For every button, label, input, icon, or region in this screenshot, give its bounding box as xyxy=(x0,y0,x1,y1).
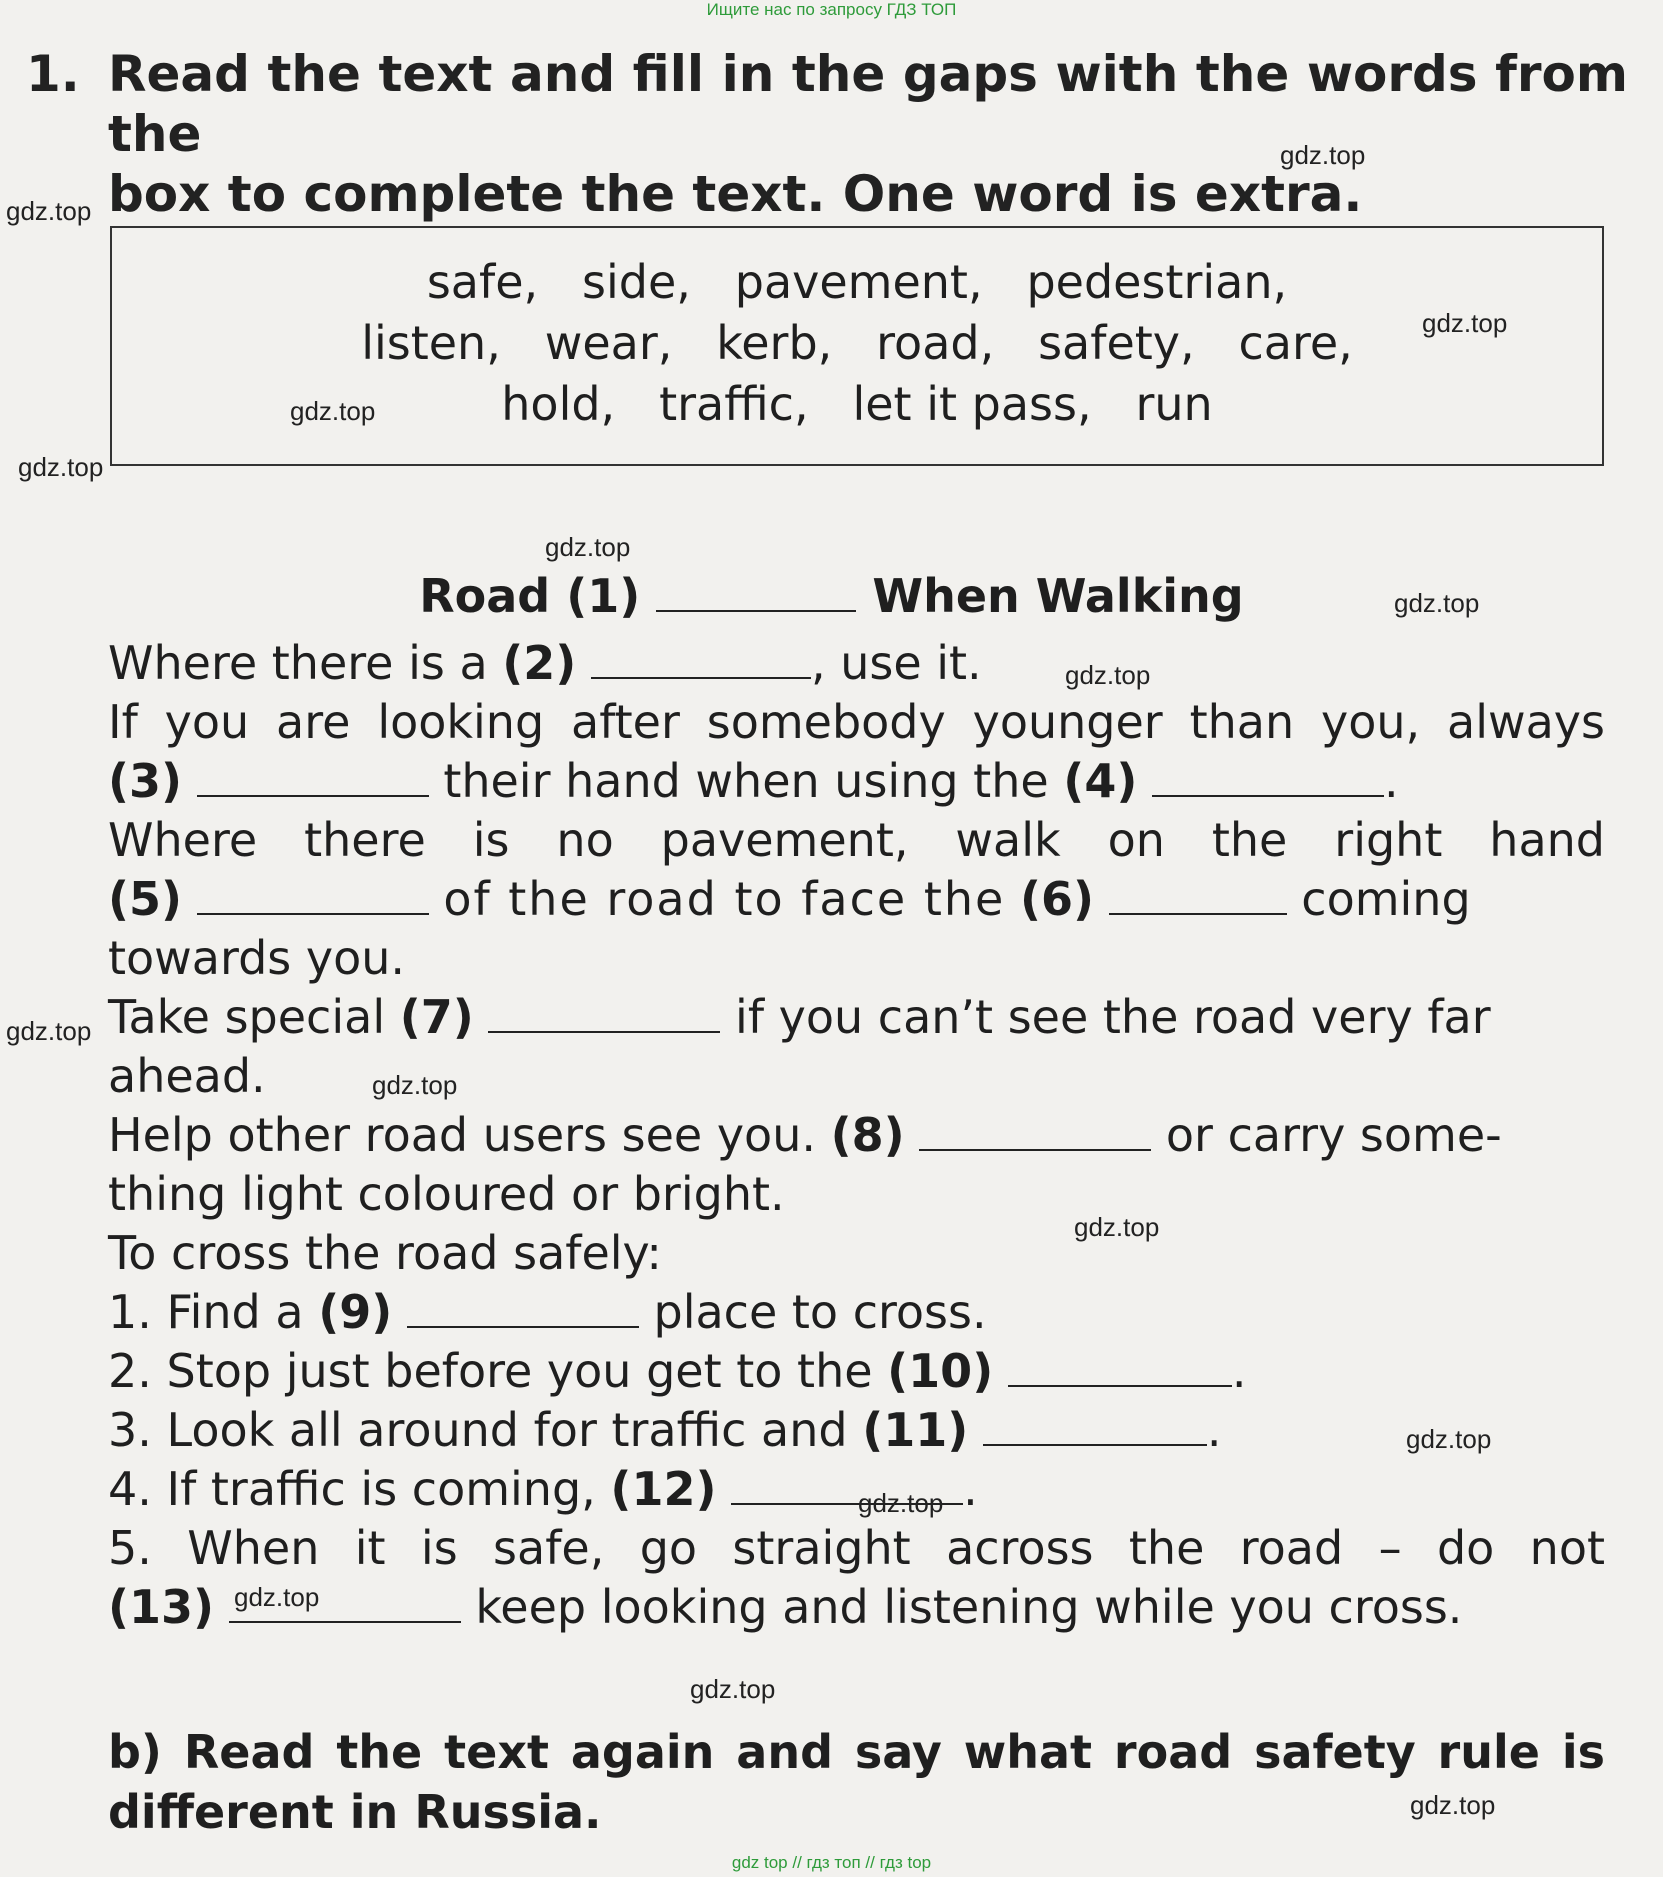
line-text: their hand when using the xyxy=(443,754,1049,808)
word-box-row-2 xyxy=(112,313,1602,374)
text-line-3 xyxy=(108,752,1605,811)
part-b-task xyxy=(108,1722,1605,1842)
step-2 xyxy=(108,1342,1605,1401)
footer-link[interactable]: gdz top xyxy=(731,1853,788,1872)
watermark: gdz.top xyxy=(1394,588,1480,618)
text-line-5 xyxy=(108,870,1605,929)
text-line-7 xyxy=(108,988,1605,1047)
footer-link[interactable]: гдз top xyxy=(879,1853,932,1872)
line-text: . xyxy=(1206,1403,1222,1457)
gap-number-13: (13) xyxy=(108,1580,215,1634)
gap-line-2 xyxy=(591,637,811,679)
text-line-10: thing light coloured or bright. xyxy=(108,1167,785,1221)
footer-link[interactable]: гдз топ xyxy=(806,1853,861,1872)
watermark: gdz.top xyxy=(6,196,92,226)
line-text: Where there is a xyxy=(108,636,488,690)
watermark: gdz.top xyxy=(6,1016,92,1046)
word-option: wear, xyxy=(544,316,673,370)
watermark: gdz.top xyxy=(18,452,104,482)
gap-number-2: (2) xyxy=(502,636,577,690)
line-text: 2. Stop just before you get to the xyxy=(108,1344,873,1398)
line-text: Take special xyxy=(108,990,386,1044)
top-banner-note[interactable]: Ищите нас по запросу ГДЗ ТОП xyxy=(706,0,957,19)
watermark: gdz.top xyxy=(1410,1790,1496,1820)
watermark: gdz.top xyxy=(690,1674,776,1704)
word-option: pavement, xyxy=(734,255,983,309)
line-text: . xyxy=(1231,1344,1247,1398)
title-start: Road xyxy=(419,569,551,623)
gap-line-7 xyxy=(488,991,720,1033)
gap-number-10: (10) xyxy=(887,1344,994,1398)
word-option: hold, xyxy=(501,377,616,431)
footer-links xyxy=(0,1853,1663,1873)
footer-separator: // xyxy=(865,1853,875,1872)
word-option: care, xyxy=(1238,316,1353,370)
line-text: Help other road users see you. xyxy=(108,1108,816,1162)
watermark: gdz.top xyxy=(858,1488,944,1518)
line-text: or carry some- xyxy=(1165,1108,1502,1162)
part-b-line-1: b) Read the text again and say what road safety rule is xyxy=(108,1725,1605,1779)
line-text: if you can’t see the road very far xyxy=(735,990,1491,1044)
word-option: side, xyxy=(582,255,691,309)
word-option: road, xyxy=(876,316,995,370)
line-text: 3. Look all around for traffic and xyxy=(108,1403,848,1457)
watermark: gdz.top xyxy=(545,532,631,562)
gap-number-9: (9) xyxy=(318,1285,393,1339)
gap-number-12: (12) xyxy=(610,1462,717,1516)
text-line-9 xyxy=(108,1106,1605,1165)
step-5: 5. When it is safe, go straight across the road – do not xyxy=(108,1521,1605,1575)
part-b-line-2: different in Russia. xyxy=(108,1785,602,1839)
gap-line-5 xyxy=(197,873,429,915)
text-line-11: To cross the road safely: xyxy=(108,1226,662,1280)
word-box-row-1 xyxy=(112,252,1602,313)
gap-line-4 xyxy=(1152,755,1384,797)
gap-line-11 xyxy=(983,1404,1207,1446)
line-text: . xyxy=(1383,754,1399,808)
gap-number-11: (11) xyxy=(862,1403,969,1457)
gap-line-1 xyxy=(656,570,856,612)
exercise-number: 1. xyxy=(26,45,80,103)
line-text: coming xyxy=(1301,872,1471,926)
gap-line-9 xyxy=(407,1286,639,1328)
gap-number-3: (3) xyxy=(108,754,183,808)
line-text: , use it. xyxy=(810,636,982,690)
watermark: gdz.top xyxy=(1065,660,1151,690)
gap-line-3 xyxy=(197,755,429,797)
word-option: safety, xyxy=(1038,316,1195,370)
gap-number-5: (5) xyxy=(108,872,183,926)
step-4 xyxy=(108,1460,1605,1519)
text-line-8: ahead. xyxy=(108,1049,266,1103)
word-box xyxy=(110,226,1604,466)
step-3 xyxy=(108,1401,1605,1460)
line-text: . xyxy=(963,1462,978,1516)
gap-number-8: (8) xyxy=(830,1108,905,1162)
step-1 xyxy=(108,1283,1605,1342)
word-option: let it pass, xyxy=(852,377,1092,431)
footer-separator: // xyxy=(792,1853,802,1872)
watermark: gdz.top xyxy=(1406,1424,1492,1454)
word-option: pedestrian, xyxy=(1026,255,1288,309)
word-option: safe, xyxy=(426,255,539,309)
gap-number-6: (6) xyxy=(1019,872,1095,926)
line-text: keep looking and listening while you cross. xyxy=(475,1580,1463,1634)
watermark: gdz.top xyxy=(234,1582,320,1612)
line-text: 1. Find a xyxy=(108,1285,304,1339)
line-text: 4. If traffic is coming, xyxy=(108,1462,596,1516)
gap-number-7: (7) xyxy=(399,990,474,1044)
line-text: of the road to face the xyxy=(443,872,1006,926)
heading-line-2: box to complete the text. One word is extra. xyxy=(108,165,1363,223)
watermark: gdz.top xyxy=(1422,308,1508,338)
gap-line-10 xyxy=(1008,1345,1232,1387)
heading-line-1: Read the text and fill in the gaps with the words from the xyxy=(108,45,1628,163)
watermark: gdz.top xyxy=(290,396,376,426)
word-option: kerb, xyxy=(716,316,833,370)
watermark: gdz.top xyxy=(372,1070,458,1100)
text-line-1 xyxy=(108,634,1605,693)
title-end: When Walking xyxy=(872,569,1244,623)
word-option: run xyxy=(1135,377,1213,431)
step-5-continued xyxy=(108,1578,1605,1637)
word-option: traffic, xyxy=(659,377,809,431)
text-line-2: If you are looking after somebody younger than you, always xyxy=(108,695,1605,749)
word-option: listen, xyxy=(361,316,501,370)
watermark: gdz.top xyxy=(1074,1212,1160,1242)
line-text: place to cross. xyxy=(653,1285,987,1339)
text-line-4: Where there is no pavement, walk on the right hand xyxy=(108,813,1605,867)
watermark: gdz.top xyxy=(1280,140,1366,170)
gap-number-4: (4) xyxy=(1063,754,1138,808)
text-line-6: towards you. xyxy=(108,931,406,985)
gap-line-8 xyxy=(919,1109,1151,1151)
gap-line-6 xyxy=(1109,873,1287,915)
gap-number-1: (1) xyxy=(566,569,641,623)
